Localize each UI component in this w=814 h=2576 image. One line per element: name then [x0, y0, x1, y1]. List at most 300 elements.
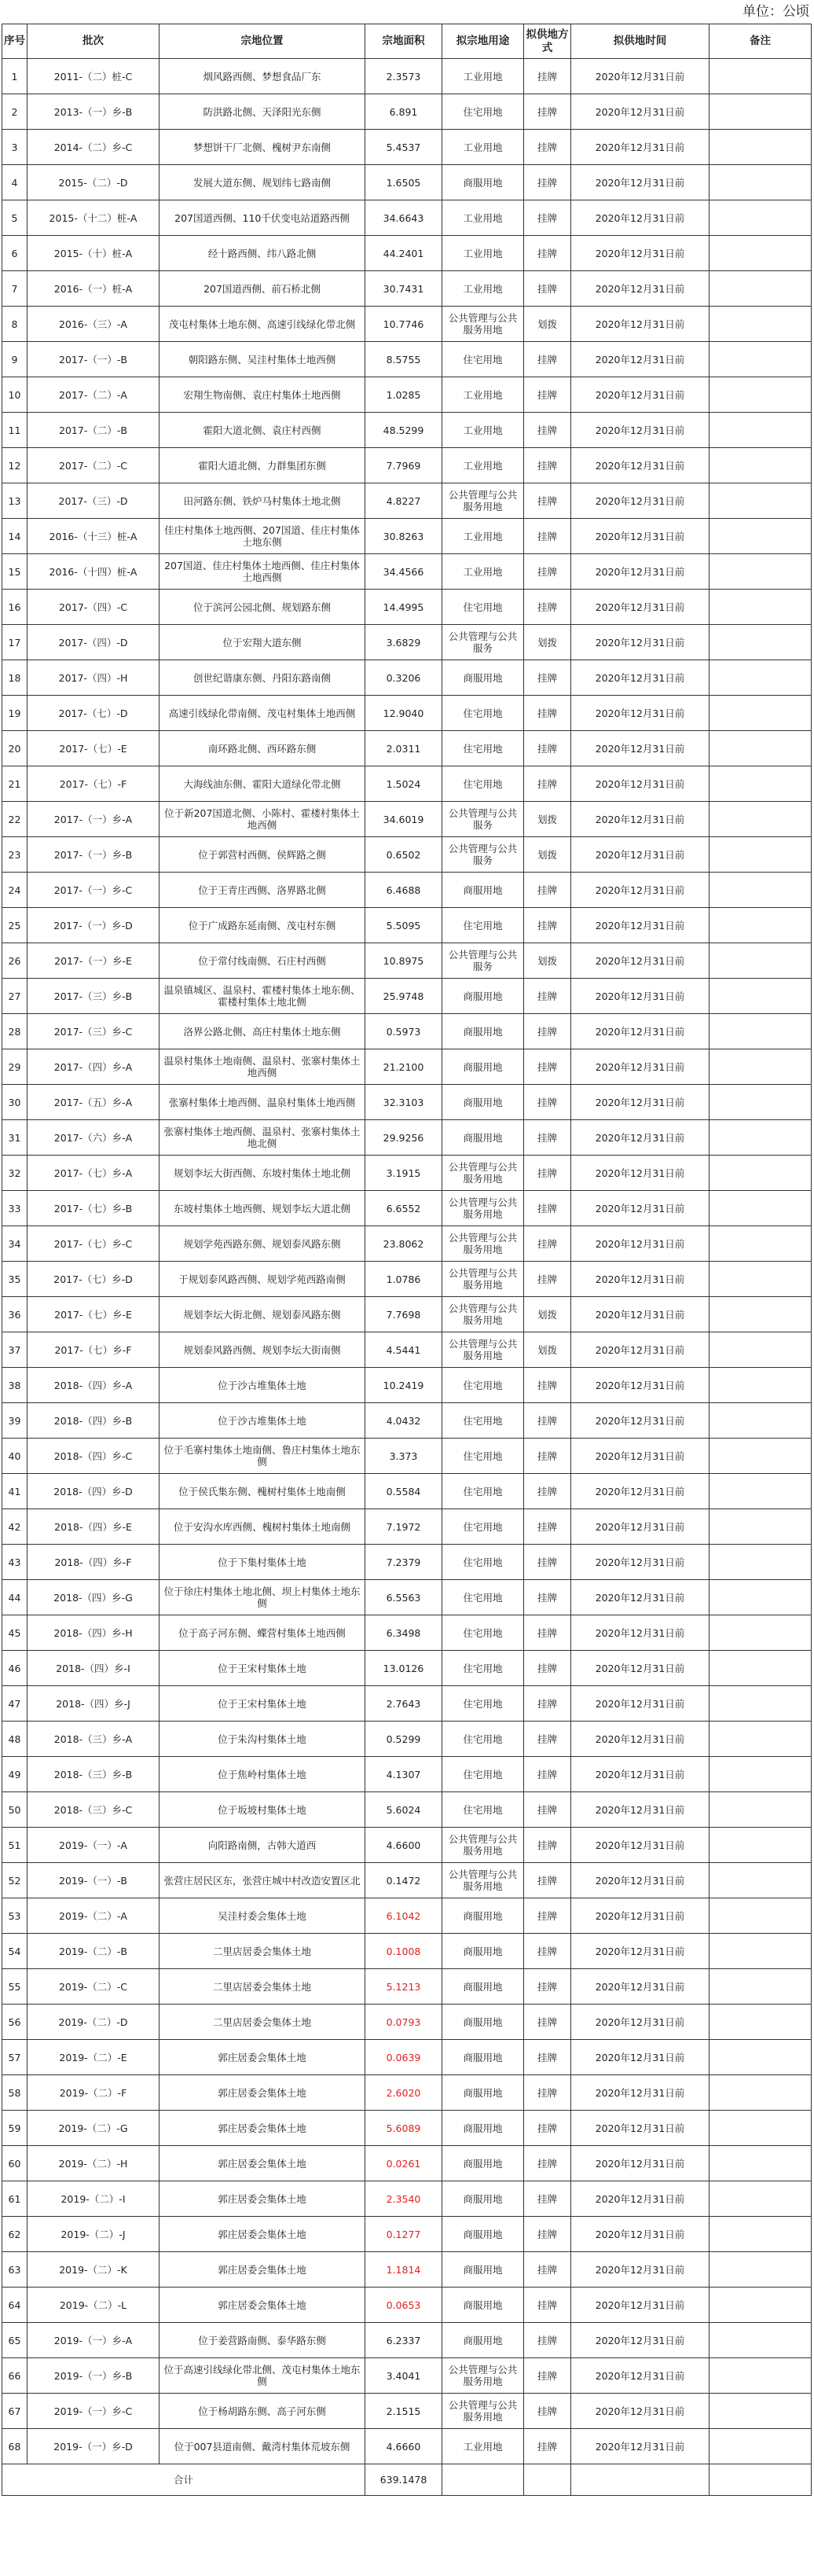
supply-time-cell: 2020年12月31日前 [571, 1722, 710, 1757]
area-cell: 8.5755 [365, 342, 442, 377]
remark-cell [710, 1120, 812, 1156]
row-number: 54 [2, 1934, 28, 1969]
location-cell: 位于徐庄村集体土地北侧、坝上村集体土地东侧 [160, 1580, 365, 1615]
supply-method-cell: 挂牌 [524, 448, 571, 483]
land-use-cell: 商服用地 [442, 2075, 524, 2111]
table-row [2, 625, 812, 660]
land-use-cell: 住宅用地 [442, 1368, 524, 1403]
location-cell: 佳庄村集体土地西侧、207国道、佳庄村集体土地东侧 [160, 519, 365, 554]
row-number: 39 [2, 1403, 28, 1439]
batch-cell: 2017-（七）-D [28, 696, 160, 731]
remark-cell [710, 802, 812, 837]
row-number: 18 [2, 660, 28, 696]
row-number: 50 [2, 1792, 28, 1828]
batch-cell: 2019-（二）-L [28, 2288, 160, 2323]
supply-method-cell: 挂牌 [524, 2181, 571, 2217]
area-cell: 6.3498 [365, 1615, 442, 1651]
location-cell: 郭庄居委会集体土地 [160, 2288, 365, 2323]
location-cell: 位于高子河东侧、蝶营村集体土地西侧 [160, 1615, 365, 1651]
table-row [2, 2075, 812, 2111]
remark-cell [710, 1863, 812, 1898]
location-cell: 发展大道东侧、规划纬七路南侧 [160, 165, 365, 200]
supply-time-cell: 2020年12月31日前 [571, 1049, 710, 1085]
remark-cell [710, 1297, 812, 1332]
land-use-cell: 住宅用地 [442, 696, 524, 731]
land-use-cell: 工业用地 [442, 200, 524, 236]
location-cell: 二里店居委会集体土地 [160, 2005, 365, 2040]
supply-time-cell: 2020年12月31日前 [571, 696, 710, 731]
table-row [2, 307, 812, 342]
remark-cell [710, 2040, 812, 2075]
table-body [2, 59, 812, 2464]
batch-cell: 2017-（七）-E [28, 731, 160, 766]
area-cell: 2.0311 [365, 731, 442, 766]
table-row [2, 1651, 812, 1686]
table-row [2, 59, 812, 94]
supply-method-cell: 挂牌 [524, 1863, 571, 1898]
remark-cell [710, 1368, 812, 1403]
land-use-cell: 住宅用地 [442, 1439, 524, 1474]
land-use-cell: 商服用地 [442, 1049, 524, 1085]
area-cell: 1.5024 [365, 766, 442, 802]
batch-cell: 2016-（十四）桩-A [28, 554, 160, 590]
location-cell: 梦想饼干厂北侧、槐树尹东南侧 [160, 130, 365, 165]
area-cell: 34.6019 [365, 802, 442, 837]
location-cell: 洛界公路北侧、高庄村集体土地东侧 [160, 1014, 365, 1049]
table-row [2, 2358, 812, 2394]
batch-cell: 2017-（二）-C [28, 448, 160, 483]
land-use-cell: 商服用地 [442, 2005, 524, 2040]
supply-method-cell: 挂牌 [524, 130, 571, 165]
supply-time-cell: 2020年12月31日前 [571, 766, 710, 802]
supply-time-cell: 2020年12月31日前 [571, 1615, 710, 1651]
supply-method-cell: 挂牌 [524, 1757, 571, 1792]
row-number: 59 [2, 2111, 28, 2146]
supply-method-cell: 划拨 [524, 1297, 571, 1332]
row-number: 1 [2, 59, 28, 94]
area-cell: 0.0261 [365, 2146, 442, 2181]
table-row [2, 2217, 812, 2252]
remark-cell [710, 59, 812, 94]
supply-method-cell: 挂牌 [524, 1156, 571, 1191]
row-number: 17 [2, 625, 28, 660]
supply-method-cell: 挂牌 [524, 2288, 571, 2323]
supply-method-cell: 挂牌 [524, 1969, 571, 2005]
area-cell: 6.1042 [365, 1898, 442, 1934]
land-use-cell: 商服用地 [442, 1898, 524, 1934]
location-cell: 霍阳大道北侧、袁庄村西侧 [160, 413, 365, 448]
land-use-cell: 公共管理与公共服务用地 [442, 1828, 524, 1863]
table-row [2, 943, 812, 979]
land-use-cell: 住宅用地 [442, 1757, 524, 1792]
area-cell: 0.0639 [365, 2040, 442, 2075]
batch-cell: 2017-（一）乡-B [28, 837, 160, 873]
batch-cell: 2019-（二）-H [28, 2146, 160, 2181]
row-number: 53 [2, 1898, 28, 1934]
location-cell: 温泉镇城区、温泉村、霍楼村集体土地东侧、霍楼村集体土地北侧 [160, 979, 365, 1014]
land-use-cell: 商服用地 [442, 1120, 524, 1156]
land-use-cell: 工业用地 [442, 2429, 524, 2464]
supply-method-cell: 划拨 [524, 837, 571, 873]
batch-cell: 2014-（二）乡-C [28, 130, 160, 165]
total-empty-cell [710, 2464, 812, 2496]
location-cell: 位于007县道南侧、戴湾村集体荒坡东侧 [160, 2429, 365, 2464]
row-number: 36 [2, 1297, 28, 1332]
land-use-cell: 商服用地 [442, 660, 524, 696]
land-use-cell: 公共管理与公共服务用地 [442, 1262, 524, 1297]
remark-cell [710, 342, 812, 377]
remark-cell [710, 660, 812, 696]
area-cell: 6.891 [365, 94, 442, 130]
area-cell: 48.5299 [365, 413, 442, 448]
land-use-cell: 住宅用地 [442, 94, 524, 130]
land-use-cell: 商服用地 [442, 1934, 524, 1969]
supply-time-cell: 2020年12月31日前 [571, 165, 710, 200]
location-cell: 位于姜营路南侧、泰华路东侧 [160, 2323, 365, 2358]
supply-method-cell: 挂牌 [524, 1191, 571, 1226]
area-cell: 10.2419 [365, 1368, 442, 1403]
area-cell: 29.9256 [365, 1120, 442, 1156]
supply-method-cell: 挂牌 [524, 236, 571, 271]
row-number: 22 [2, 802, 28, 837]
batch-cell: 2018-（四）乡-J [28, 1686, 160, 1722]
table-row [2, 483, 812, 519]
batch-cell: 2018-（三）乡-B [28, 1757, 160, 1792]
remark-cell [710, 2429, 812, 2464]
row-number: 14 [2, 519, 28, 554]
table-row [2, 1757, 812, 1792]
batch-cell: 2019-（一）-B [28, 1863, 160, 1898]
supply-time-cell: 2020年12月31日前 [571, 1898, 710, 1934]
row-number: 26 [2, 943, 28, 979]
area-cell: 21.2100 [365, 1049, 442, 1085]
land-use-cell: 公共管理与公共服务 [442, 802, 524, 837]
supply-method-cell: 挂牌 [524, 94, 571, 130]
land-use-cell: 公共管理与公共服务用地 [442, 1226, 524, 1262]
supply-method-cell: 挂牌 [524, 1262, 571, 1297]
area-cell: 0.5584 [365, 1474, 442, 1509]
land-use-cell: 工业用地 [442, 271, 524, 307]
batch-cell: 2018-（四）乡-A [28, 1368, 160, 1403]
batch-cell: 2015-（十）桩-A [28, 236, 160, 271]
location-cell: 位于朱沟村集体土地 [160, 1722, 365, 1757]
table-row [2, 1368, 812, 1403]
supply-method-cell: 挂牌 [524, 2040, 571, 2075]
supply-time-cell: 2020年12月31日前 [571, 873, 710, 908]
row-number: 40 [2, 1439, 28, 1474]
land-supply-table [2, 24, 812, 2496]
remark-cell [710, 271, 812, 307]
batch-cell: 2019-（一）-A [28, 1828, 160, 1863]
land-use-cell: 商服用地 [442, 2040, 524, 2075]
area-cell: 5.1213 [365, 1969, 442, 2005]
supply-method-cell: 划拨 [524, 625, 571, 660]
supply-time-cell: 2020年12月31日前 [571, 59, 710, 94]
total-area: 639.1478 [365, 2464, 442, 2496]
remark-cell [710, 1156, 812, 1191]
location-cell: 郭庄居委会集体土地 [160, 2040, 365, 2075]
batch-cell: 2017-（七）乡-B [28, 1191, 160, 1226]
land-use-cell: 公共管理与公共服务 [442, 837, 524, 873]
remark-cell [710, 2394, 812, 2429]
remark-cell [710, 1014, 812, 1049]
batch-cell: 2017-（六）乡-A [28, 1120, 160, 1156]
table-row [2, 1403, 812, 1439]
remark-cell [710, 1439, 812, 1474]
remark-cell [710, 2252, 812, 2288]
supply-method-cell: 挂牌 [524, 590, 571, 625]
supply-time-cell: 2020年12月31日前 [571, 660, 710, 696]
supply-time-cell: 2020年12月31日前 [571, 1580, 710, 1615]
remark-cell [710, 1509, 812, 1545]
table-row [2, 342, 812, 377]
location-cell: 二里店居委会集体土地 [160, 1934, 365, 1969]
batch-cell: 2018-（三）乡-C [28, 1792, 160, 1828]
location-cell: 郭庄居委会集体土地 [160, 2111, 365, 2146]
table-row [2, 837, 812, 873]
remark-cell [710, 979, 812, 1014]
table-row [2, 448, 812, 483]
table-row [2, 696, 812, 731]
row-number: 47 [2, 1686, 28, 1722]
table-row [2, 802, 812, 837]
land-use-cell: 住宅用地 [442, 1651, 524, 1686]
area-cell: 0.3206 [365, 660, 442, 696]
location-cell: 位于宏翔大道东侧 [160, 625, 365, 660]
land-use-cell: 商服用地 [442, 2217, 524, 2252]
location-cell: 位于常付线南侧、石庄村西侧 [160, 943, 365, 979]
land-use-cell: 工业用地 [442, 554, 524, 590]
area-cell: 25.9748 [365, 979, 442, 1014]
batch-cell: 2019-（一）乡-C [28, 2394, 160, 2429]
land-use-cell: 公共管理与公共服务用地 [442, 1297, 524, 1332]
header-cell: 备注 [710, 24, 812, 59]
table-row [2, 2429, 812, 2464]
remark-cell [710, 1898, 812, 1934]
row-number: 56 [2, 2005, 28, 2040]
land-use-cell: 商服用地 [442, 2288, 524, 2323]
land-use-cell: 住宅用地 [442, 1722, 524, 1757]
area-cell: 32.3103 [365, 1085, 442, 1120]
batch-cell: 2015-（二）-D [28, 165, 160, 200]
batch-cell: 2017-（三）-D [28, 483, 160, 519]
header-cell: 拟供地方式 [524, 24, 571, 59]
batch-cell: 2019-（二）-I [28, 2181, 160, 2217]
location-cell: 田河路东侧、铁炉马村集体土地北侧 [160, 483, 365, 519]
row-number: 42 [2, 1509, 28, 1545]
remark-cell [710, 554, 812, 590]
row-number: 58 [2, 2075, 28, 2111]
table-row [2, 1863, 812, 1898]
total-empty-cell [442, 2464, 524, 2496]
supply-method-cell: 挂牌 [524, 1722, 571, 1757]
batch-cell: 2017-（二）-A [28, 377, 160, 413]
row-number: 13 [2, 483, 28, 519]
remark-cell [710, 2146, 812, 2181]
batch-cell: 2018-（四）乡-I [28, 1651, 160, 1686]
area-cell: 0.6502 [365, 837, 442, 873]
area-cell: 2.1515 [365, 2394, 442, 2429]
table-row [2, 2394, 812, 2429]
table-row [2, 1049, 812, 1085]
location-cell: 郭庄居委会集体土地 [160, 2252, 365, 2288]
row-number: 68 [2, 2429, 28, 2464]
location-cell: 张寨村集体土地西侧、温泉村、张寨村集体土地北侧 [160, 1120, 365, 1156]
table-row [2, 165, 812, 200]
supply-method-cell: 挂牌 [524, 1651, 571, 1686]
supply-method-cell: 挂牌 [524, 2429, 571, 2464]
table-row [2, 377, 812, 413]
batch-cell: 2017-（四）乡-A [28, 1049, 160, 1085]
supply-time-cell: 2020年12月31日前 [571, 1757, 710, 1792]
location-cell: 位于王宋村集体土地 [160, 1651, 365, 1686]
supply-method-cell: 挂牌 [524, 1085, 571, 1120]
area-cell: 13.0126 [365, 1651, 442, 1686]
land-use-cell: 工业用地 [442, 377, 524, 413]
supply-method-cell: 挂牌 [524, 1509, 571, 1545]
location-cell: 规划学苑西路东侧、规划泰风路东侧 [160, 1226, 365, 1262]
supply-time-cell: 2020年12月31日前 [571, 377, 710, 413]
total-label: 合计 [2, 2464, 365, 2496]
table-row [2, 1934, 812, 1969]
table-row [2, 130, 812, 165]
location-cell: 位于郭营村西侧、侯辉路之侧 [160, 837, 365, 873]
remark-cell [710, 625, 812, 660]
remark-cell [710, 2217, 812, 2252]
area-cell: 4.5441 [365, 1332, 442, 1368]
supply-method-cell: 挂牌 [524, 165, 571, 200]
remark-cell [710, 165, 812, 200]
table-row [2, 1332, 812, 1368]
table-row [2, 2181, 812, 2217]
table-row [2, 731, 812, 766]
supply-method-cell: 划拨 [524, 307, 571, 342]
row-number: 55 [2, 1969, 28, 2005]
supply-time-cell: 2020年12月31日前 [571, 130, 710, 165]
row-number: 35 [2, 1262, 28, 1297]
batch-cell: 2019-（二）-C [28, 1969, 160, 2005]
supply-method-cell: 挂牌 [524, 1545, 571, 1580]
supply-time-cell: 2020年12月31日前 [571, 2429, 710, 2464]
table-row [2, 2146, 812, 2181]
supply-method-cell: 挂牌 [524, 554, 571, 590]
land-use-cell: 公共管理与公共服务 [442, 943, 524, 979]
supply-method-cell: 挂牌 [524, 1049, 571, 1085]
land-use-cell: 住宅用地 [442, 1580, 524, 1615]
remark-cell [710, 1969, 812, 2005]
total-empty-cell [571, 2464, 710, 2496]
supply-time-cell: 2020年12月31日前 [571, 1332, 710, 1368]
area-cell: 0.0653 [365, 2288, 442, 2323]
area-cell: 7.7698 [365, 1297, 442, 1332]
batch-cell: 2017-（一）乡-C [28, 873, 160, 908]
area-cell: 7.7969 [365, 448, 442, 483]
row-number: 62 [2, 2217, 28, 2252]
batch-cell: 2019-（二）-F [28, 2075, 160, 2111]
remark-cell [710, 1049, 812, 1085]
remark-cell [710, 1792, 812, 1828]
area-cell: 3.1915 [365, 1156, 442, 1191]
remark-cell [710, 1934, 812, 1969]
batch-cell: 2019-（二）-J [28, 2217, 160, 2252]
location-cell: 位于毛寨村集体土地南侧、鲁庄村集体土地东侧 [160, 1439, 365, 1474]
location-cell: 南环路北侧、西环路东侧 [160, 731, 365, 766]
table-row [2, 590, 812, 625]
row-number: 4 [2, 165, 28, 200]
supply-method-cell: 挂牌 [524, 1439, 571, 1474]
area-cell: 5.6024 [365, 1792, 442, 1828]
batch-cell: 2018-（四）乡-C [28, 1439, 160, 1474]
location-cell: 位于王宋村集体土地 [160, 1686, 365, 1722]
area-cell: 2.6020 [365, 2075, 442, 2111]
location-cell: 位于沙古堆集体土地 [160, 1403, 365, 1439]
row-number: 20 [2, 731, 28, 766]
location-cell: 规划李坛大街西侧、东坡村集体土地北侧 [160, 1156, 365, 1191]
table-row [2, 2288, 812, 2323]
supply-method-cell: 挂牌 [524, 660, 571, 696]
supply-time-cell: 2020年12月31日前 [571, 1191, 710, 1226]
table-row [2, 1474, 812, 1509]
table-row [2, 271, 812, 307]
land-use-cell: 公共管理与公共服务用地 [442, 1191, 524, 1226]
row-number: 60 [2, 2146, 28, 2181]
supply-method-cell: 挂牌 [524, 1934, 571, 1969]
remark-cell [710, 2288, 812, 2323]
supply-time-cell: 2020年12月31日前 [571, 2394, 710, 2429]
row-number: 9 [2, 342, 28, 377]
area-cell: 0.1472 [365, 1863, 442, 1898]
location-cell: 207国道、佳庄村集体土地西侧、佳庄村集体土地西侧 [160, 554, 365, 590]
table-row [2, 1686, 812, 1722]
area-cell: 6.6552 [365, 1191, 442, 1226]
row-number: 51 [2, 1828, 28, 1863]
land-use-cell: 商服用地 [442, 1085, 524, 1120]
table-row [2, 1226, 812, 1262]
land-use-cell: 工业用地 [442, 413, 524, 448]
row-number: 7 [2, 271, 28, 307]
header-cell: 批次 [28, 24, 160, 59]
batch-cell: 2017-（七）乡-C [28, 1226, 160, 1262]
supply-method-cell: 划拨 [524, 1332, 571, 1368]
supply-method-cell: 挂牌 [524, 731, 571, 766]
remark-cell [710, 2111, 812, 2146]
table-row [2, 1014, 812, 1049]
batch-cell: 2019-（二）-A [28, 1898, 160, 1934]
land-use-cell: 公共管理与公共服务用地 [442, 1332, 524, 1368]
row-number: 66 [2, 2358, 28, 2394]
supply-time-cell: 2020年12月31日前 [571, 2323, 710, 2358]
batch-cell: 2017-（一）乡-A [28, 802, 160, 837]
header-cell: 序号 [2, 24, 28, 59]
remark-cell [710, 2358, 812, 2394]
remark-cell [710, 1757, 812, 1792]
supply-method-cell: 挂牌 [524, 1686, 571, 1722]
remark-cell [710, 1085, 812, 1120]
table-row [2, 554, 812, 590]
land-use-cell: 商服用地 [442, 2111, 524, 2146]
row-number: 38 [2, 1368, 28, 1403]
remark-cell [710, 590, 812, 625]
area-cell: 5.6089 [365, 2111, 442, 2146]
row-number: 21 [2, 766, 28, 802]
table-row [2, 1615, 812, 1651]
supply-time-cell: 2020年12月31日前 [571, 2111, 710, 2146]
supply-time-cell: 2020年12月31日前 [571, 271, 710, 307]
batch-cell: 2017-（七）-F [28, 766, 160, 802]
batch-cell: 2018-（四）乡-D [28, 1474, 160, 1509]
batch-cell: 2011-（二）桩-C [28, 59, 160, 94]
batch-cell: 2018-（四）乡-E [28, 1509, 160, 1545]
